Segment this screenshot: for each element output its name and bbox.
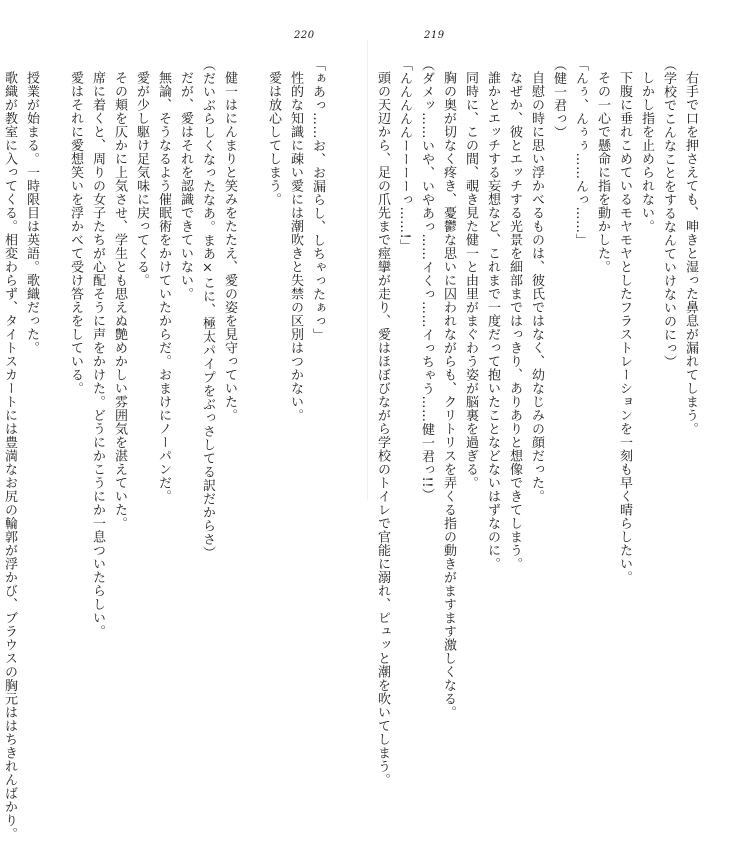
text-line: （だいぶらしくなったなあ。まあ×こに、極太パイプをぶっさしてる訳だからさ） bbox=[200, 58, 215, 560]
text-line: 無論、そうなるよう催眠術をかけていたからだ。おまけにノーパンだ。 bbox=[156, 71, 171, 503]
text-line: 愛は放心してしまう。 bbox=[266, 71, 281, 206]
text-line: その一心で懸命に指を動かした。 bbox=[595, 71, 610, 274]
text-line: 頭の天辺から、足の爪先まで痙攣が走り、愛はほぼびながら学校のトイレで官能に溺れ、ピュッと潮を吹いてしまう。 bbox=[375, 71, 390, 787]
text-line: なぜか、彼とエッチする光景を細部まではっきり、ありありと想像できてしまう。 bbox=[507, 71, 522, 571]
text-line: だが、愛はそれを認識できていない。 bbox=[178, 71, 193, 301]
text-line: （健一君っ） bbox=[551, 58, 566, 139]
text-line: 自慰の時に思い浮かべるものは、彼氏ではなく、幼なじみの顔だった。 bbox=[529, 71, 544, 503]
text-line: 同時に、この間、覗き見た健一と由里がまぐわう姿が脳裏を過ぎる。 bbox=[463, 71, 478, 490]
text-line: 「ぁあっ……お、お漏らし、しちゃったぁっ」 bbox=[310, 58, 325, 342]
right-page-text bbox=[375, 58, 701, 787]
text-line: 胸の奥が切なく疼き、憂鬱な思いに囚われながらも、クリトリスを弄くる指の動きがますます激しくなる。 bbox=[441, 71, 456, 719]
right-page bbox=[368, 0, 736, 787]
text-line: 右手で口を押さえても、呻きと湿った鼻息が漏れてしまう。 bbox=[683, 71, 698, 436]
text-line: 歌織が教室に入ってくる。相変わらず、タイトスカートには豊満なお尻の輪郭が浮かび、ブラウスの胸元ははちきれんばかり。 bbox=[2, 71, 17, 841]
text-line: 授業が始まる。一時限目は英語。歌織だった。 bbox=[24, 71, 39, 355]
text-line bbox=[42, 58, 64, 488]
page-number-right: 219 bbox=[424, 30, 445, 41]
text-line: 性的な知識に疎い愛には潮吹きと失禁の区別はつかない。 bbox=[288, 71, 303, 422]
text-line: その頬を仄かに上気させ、学生とも思えぬ艶めかしい雰囲気を湛えていた。 bbox=[112, 71, 127, 530]
left-page-text bbox=[2, 58, 328, 841]
text-line: （学校でこんなことをするなんていけないのにっ） bbox=[661, 58, 676, 369]
page-number-left: 220 bbox=[294, 30, 315, 41]
text-line: 「んぅ、んぅぅ……んっ……」 bbox=[573, 58, 588, 247]
text-line: 愛が少し駆け足気味に戻ってくる。 bbox=[134, 71, 149, 287]
text-line: しかし指を止められない。 bbox=[639, 71, 654, 233]
text-line: 誰かとエッチする妄想など、これまで一度だって抱いたことなどないはずなのに。 bbox=[485, 71, 500, 571]
text-line: 健一はにんまりと笑みをたたえ、愛の姿を見守っていた。 bbox=[222, 71, 237, 422]
text-line: 「んんんんんーーーーっ……!」 bbox=[397, 58, 412, 253]
text-line: 席に着くと、周りの女子たちが心配そうに声をかけた。どうにかこうにか一息ついたらしい。 bbox=[90, 71, 105, 638]
text-line: （ダメッ……いや、いやあっ……イくっ……イっちゃう……健一君っ!!） bbox=[419, 58, 434, 502]
text-line: 下腹に垂れこめているモヤモヤとしたフラストレーションを一刻も早く晴らしたい。 bbox=[617, 71, 632, 584]
text-line bbox=[240, 58, 262, 488]
text-line: 愛はそれに愛想笑いを浮かべて受け答えをしている。 bbox=[68, 71, 83, 395]
